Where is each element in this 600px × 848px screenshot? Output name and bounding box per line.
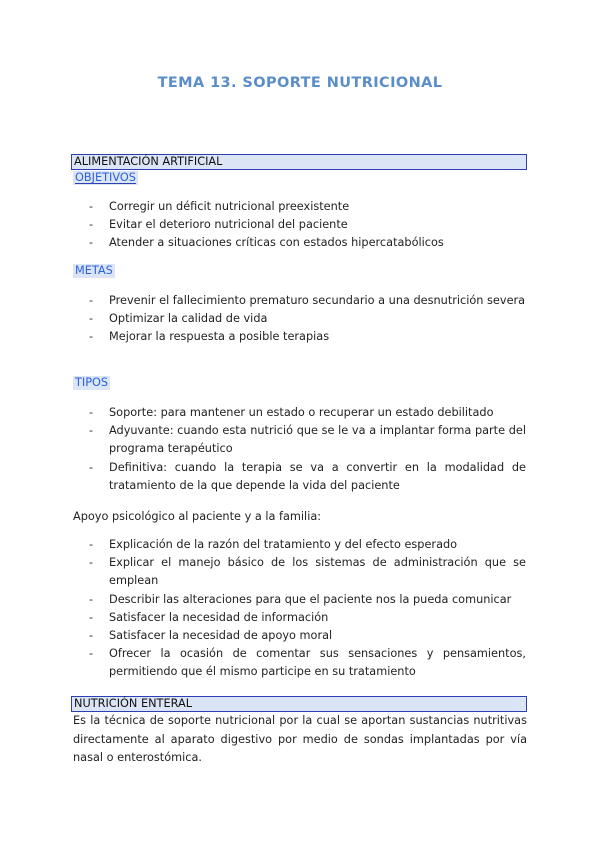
subheading-tipos: TIPOS xyxy=(75,376,109,389)
subheading-metas: METAS xyxy=(75,264,113,277)
list-item: - Soporte: para mantener un estado o recuperar un estado debilitado xyxy=(0,404,526,422)
section-header-nutricion-enteral: NUTRICIÓN ENTERAL xyxy=(71,696,527,712)
apoyo-list xyxy=(0,536,526,682)
tipos-list xyxy=(0,404,526,495)
subheading-objetivos: OBJETIVOS xyxy=(75,171,136,184)
metas-list xyxy=(0,292,526,347)
list-item: - Adyuvante: cuando esta nutrició que se le va a implantar forma parte del programa terapéutico xyxy=(0,422,526,458)
list-item: - Explicar el manejo básico de los sistemas de administración que se emplean xyxy=(0,554,526,590)
list-item: - Optimizar la calidad de vida xyxy=(0,310,526,328)
list-item: - Atender a situaciones críticas con estados hipercatabólicos xyxy=(0,234,526,252)
list-item: - Satisfacer la necesidad de apoyo moral xyxy=(0,627,526,645)
list-item: - Satisfacer la necesidad de información xyxy=(0,609,526,627)
nutricion-enteral-text: Es la técnica de soporte nutricional por la cual se aportan sustancias nutritivas directamente al aparato digestivo por medio de sondas implantadas por vía nasal o enterostómica. xyxy=(73,714,527,764)
list-item: - Ofrecer la ocasión de comentar sus sensaciones y pensamientos, permitiendo que él mismo participe en su tratamiento xyxy=(0,645,526,681)
list-item: - Describir las alteraciones para que el paciente nos la pueda comunicar xyxy=(0,591,526,609)
list-item: - Mejorar la respuesta a posible terapias xyxy=(0,328,526,346)
list-item: - Corregir un déficit nutricional preexistente xyxy=(0,198,526,216)
list-item: - Evitar el deterioro nutricional del paciente xyxy=(0,216,526,234)
section-header-alimentacion: ALIMENTACIÓN ARTIFICIAL xyxy=(71,154,527,170)
objetivos-list xyxy=(0,198,526,253)
list-item: - Explicación de la razón del tratamiento y del efecto esperado xyxy=(0,536,526,554)
list-item: - Definitiva: cuando la terapia se va a convertir en la modalidad de tratamiento de la que depende la vida del paciente xyxy=(0,459,526,495)
page-title: TEMA 13. SOPORTE NUTRICIONAL xyxy=(157,75,443,91)
apoyo-intro: Apoyo psicológico al paciente y a la familia: xyxy=(73,510,322,523)
list-item: - Prevenir el fallecimiento prematuro secundario a una desnutrición severa xyxy=(0,292,526,310)
